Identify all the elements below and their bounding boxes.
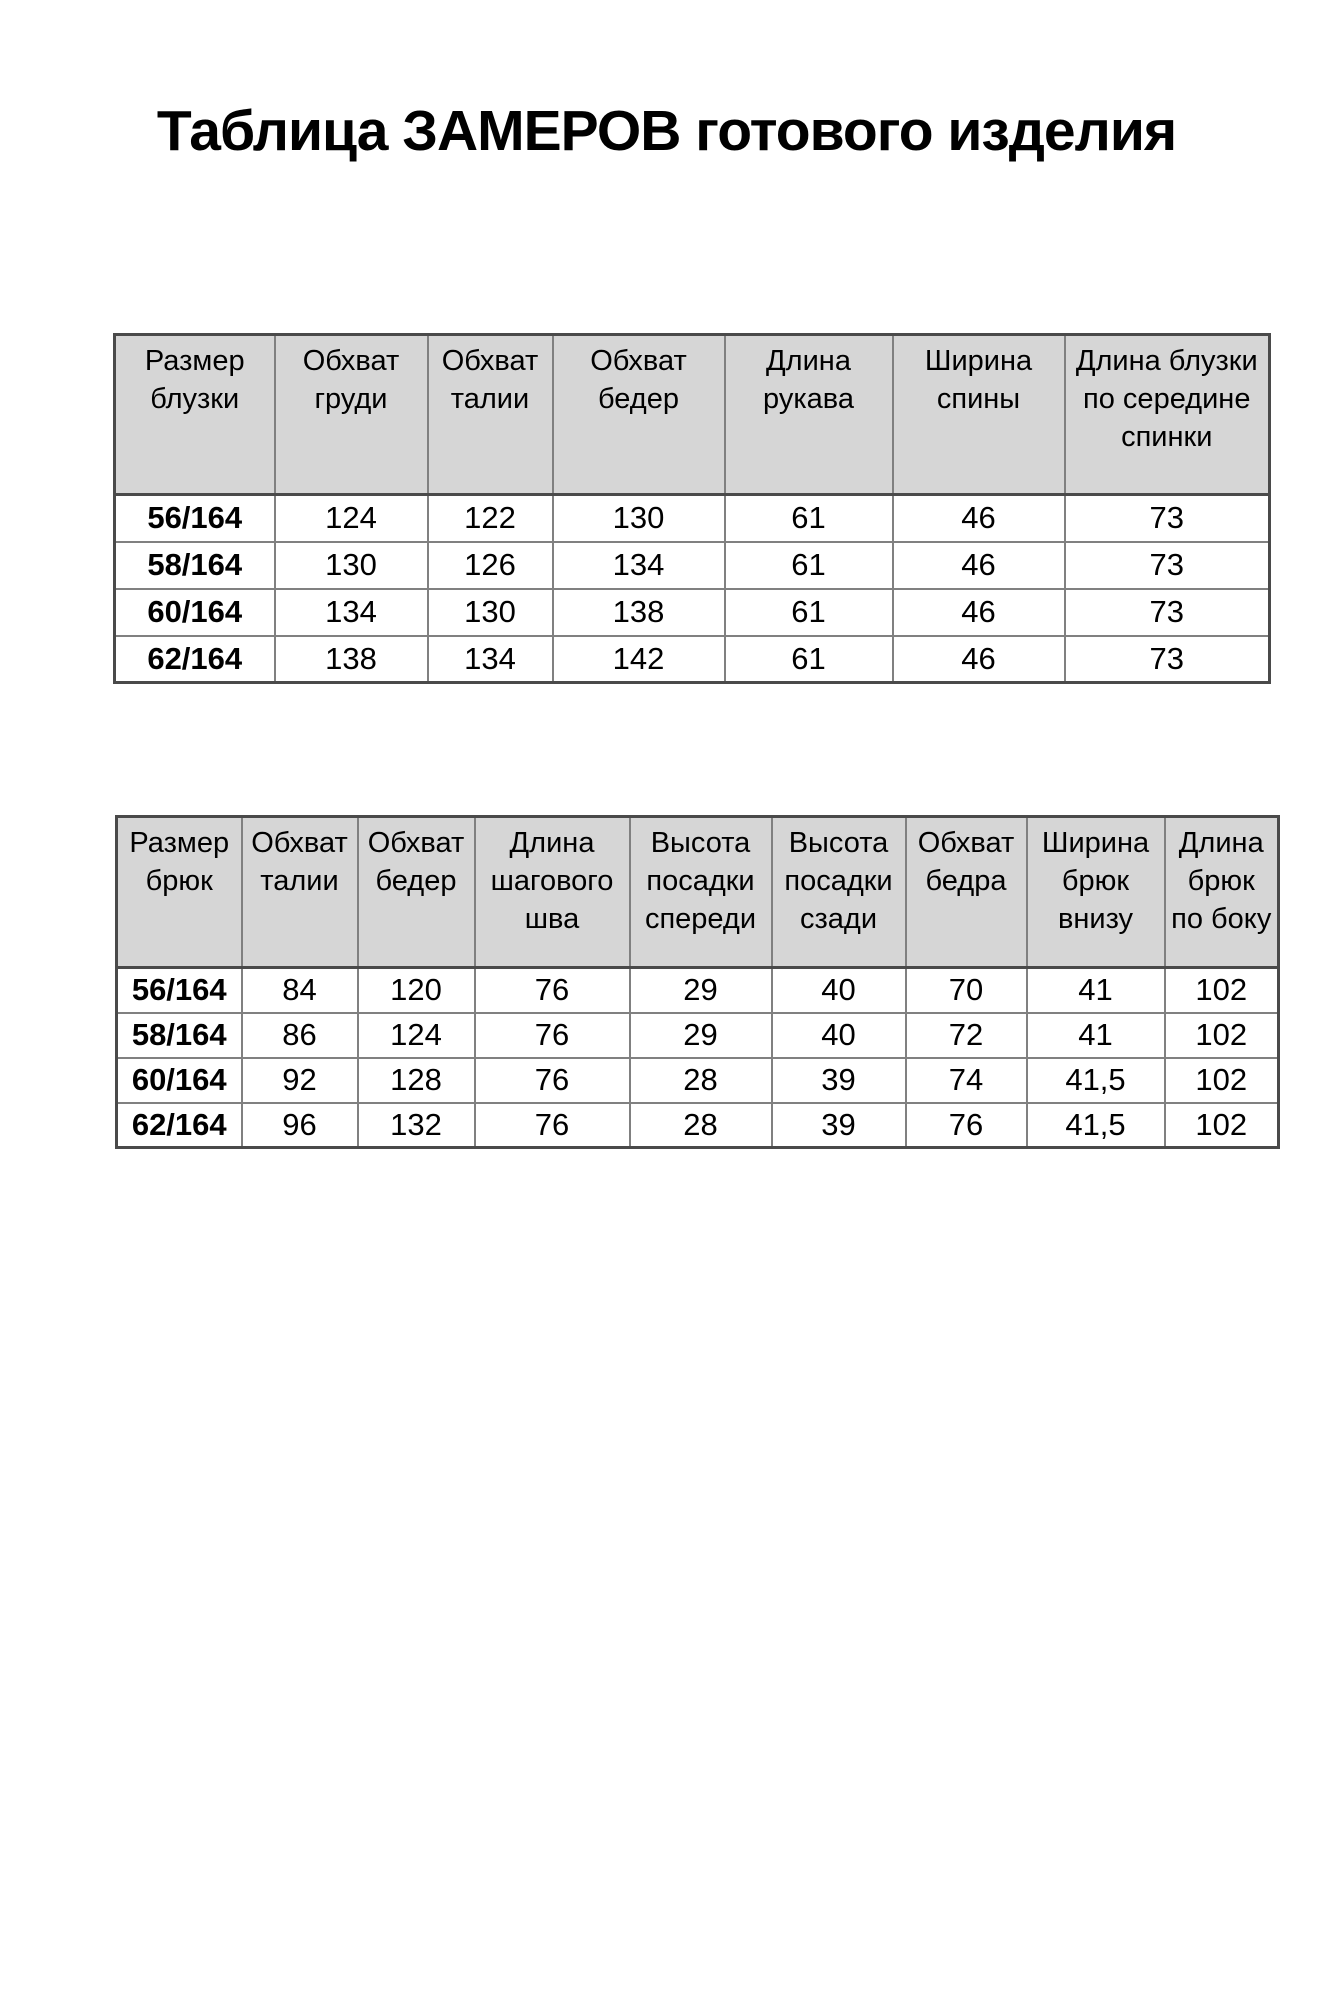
page-title: Таблица ЗАМЕРОВ готового изделия [156, 99, 1177, 163]
value-cell: 102 [1165, 1013, 1279, 1058]
value-cell: 39 [772, 1058, 906, 1103]
header-cell: Обхват бедер [553, 335, 725, 495]
value-cell: 28 [630, 1103, 772, 1148]
value-cell: 76 [475, 1013, 630, 1058]
value-cell: 132 [358, 1103, 475, 1148]
value-cell: 41,5 [1027, 1103, 1165, 1148]
value-cell: 46 [893, 636, 1065, 683]
value-cell: 86 [242, 1013, 358, 1058]
header-cell: Размер брюк [117, 817, 242, 968]
table-row [117, 1013, 1279, 1058]
table-header-row [117, 817, 1279, 968]
value-cell: 41 [1027, 1013, 1165, 1058]
value-cell: 84 [242, 968, 358, 1013]
header-cell: Длина шагового шва [475, 817, 630, 968]
header-cell: Обхват талии [242, 817, 358, 968]
value-cell: 73 [1065, 495, 1270, 542]
value-cell: 122 [428, 495, 553, 542]
header-cell: Размер блузки [115, 335, 275, 495]
header-cell: Ширина брюк внизу [1027, 817, 1165, 968]
value-cell: 72 [906, 1013, 1027, 1058]
size-cell: 60/164 [117, 1058, 242, 1103]
size-cell: 58/164 [115, 542, 275, 589]
value-cell: 73 [1065, 589, 1270, 636]
value-cell: 142 [553, 636, 725, 683]
value-cell: 29 [630, 1013, 772, 1058]
value-cell: 138 [275, 636, 428, 683]
value-cell: 70 [906, 968, 1027, 1013]
table-row [117, 1058, 1279, 1103]
size-cell: 58/164 [117, 1013, 242, 1058]
value-cell: 46 [893, 542, 1065, 589]
value-cell: 46 [893, 495, 1065, 542]
trousers-measurements-table [115, 815, 1280, 1149]
value-cell: 41 [1027, 968, 1165, 1013]
value-cell: 39 [772, 1103, 906, 1148]
value-cell: 61 [725, 542, 893, 589]
value-cell: 130 [275, 542, 428, 589]
table-row [115, 636, 1270, 683]
size-cell: 62/164 [117, 1103, 242, 1148]
header-cell: Длина блузки по середине спинки [1065, 335, 1270, 495]
value-cell: 76 [906, 1103, 1027, 1148]
header-cell: Длина рукава [725, 335, 893, 495]
table-row [115, 542, 1270, 589]
table-row [115, 495, 1270, 542]
value-cell: 96 [242, 1103, 358, 1148]
value-cell: 29 [630, 968, 772, 1013]
trousers-table-header [117, 817, 1279, 968]
header-cell: Обхват бедра [906, 817, 1027, 968]
value-cell: 41,5 [1027, 1058, 1165, 1103]
value-cell: 128 [358, 1058, 475, 1103]
header-cell: Обхват бедер [358, 817, 475, 968]
header-cell: Длина брюк по боку [1165, 817, 1279, 968]
value-cell: 124 [275, 495, 428, 542]
value-cell: 126 [428, 542, 553, 589]
value-cell: 74 [906, 1058, 1027, 1103]
value-cell: 138 [553, 589, 725, 636]
value-cell: 40 [772, 968, 906, 1013]
value-cell: 120 [358, 968, 475, 1013]
value-cell: 92 [242, 1058, 358, 1103]
blouse-table-header [115, 335, 1270, 495]
table-row [117, 968, 1279, 1013]
value-cell: 40 [772, 1013, 906, 1058]
value-cell: 76 [475, 1058, 630, 1103]
size-cell: 60/164 [115, 589, 275, 636]
header-cell: Высота посадки сзади [772, 817, 906, 968]
value-cell: 102 [1165, 1058, 1279, 1103]
header-cell: Ширина спины [893, 335, 1065, 495]
value-cell: 130 [428, 589, 553, 636]
table-header-row [115, 335, 1270, 495]
value-cell: 61 [725, 636, 893, 683]
value-cell: 124 [358, 1013, 475, 1058]
value-cell: 61 [725, 589, 893, 636]
header-cell: Обхват груди [275, 335, 428, 495]
value-cell: 76 [475, 1103, 630, 1148]
size-cell: 56/164 [115, 495, 275, 542]
value-cell: 76 [475, 968, 630, 1013]
value-cell: 130 [553, 495, 725, 542]
value-cell: 134 [428, 636, 553, 683]
value-cell: 73 [1065, 636, 1270, 683]
table-row [115, 589, 1270, 636]
value-cell: 102 [1165, 968, 1279, 1013]
value-cell: 61 [725, 495, 893, 542]
header-cell: Обхват талии [428, 335, 553, 495]
header-cell: Высота посадки спереди [630, 817, 772, 968]
value-cell: 102 [1165, 1103, 1279, 1148]
value-cell: 46 [893, 589, 1065, 636]
blouse-measurements-table [113, 333, 1271, 684]
size-cell: 62/164 [115, 636, 275, 683]
value-cell: 73 [1065, 542, 1270, 589]
size-cell: 56/164 [117, 968, 242, 1013]
value-cell: 134 [553, 542, 725, 589]
value-cell: 134 [275, 589, 428, 636]
value-cell: 28 [630, 1058, 772, 1103]
table-row [117, 1103, 1279, 1148]
